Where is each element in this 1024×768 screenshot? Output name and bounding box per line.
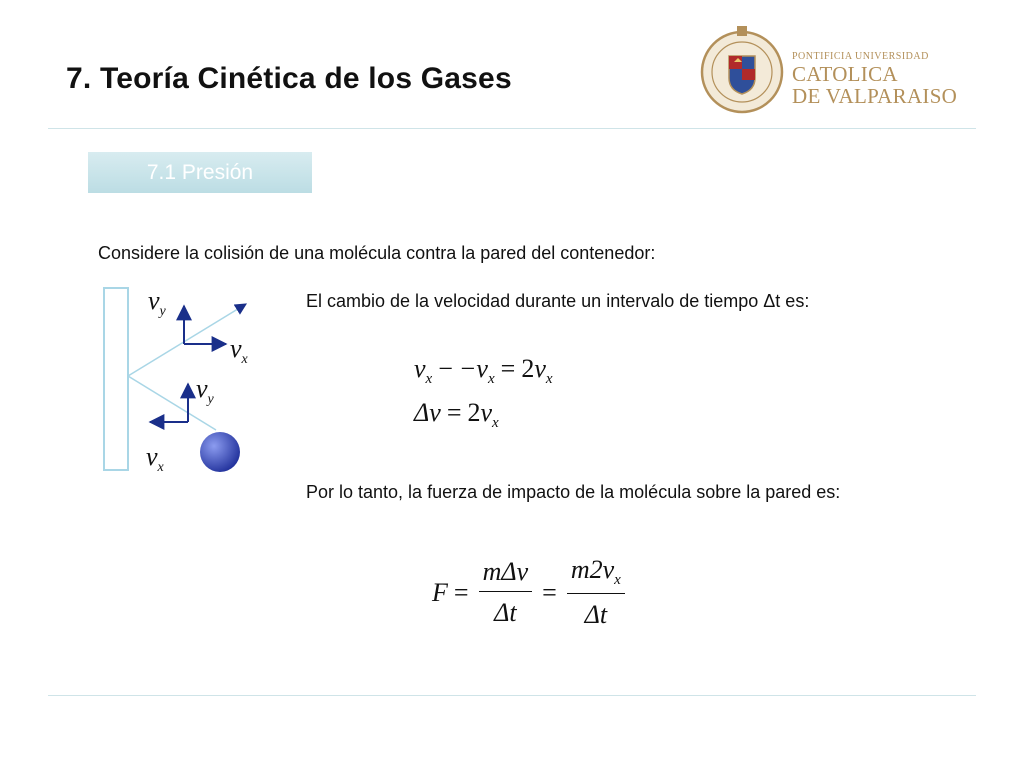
impact-force-text: Por lo tanto, la fuerza de impacto de la molécula sobre la pared es: [306, 482, 841, 502]
vy-label-top: $v_y$ [148, 286, 166, 319]
slide-title: 7. Teoría Cinética de los Gases [66, 62, 512, 95]
top-divider [48, 128, 976, 129]
outgoing-path [128, 304, 246, 376]
velocity-difference-equation: $v_x - -v_x = 2v_x$ [414, 354, 553, 387]
fraction-2: $\frac{m2v_x}{\Delta t}$ [567, 555, 625, 630]
fraction-1: $\frac{\text{mΔv}}{\Delta t}$ [479, 557, 533, 628]
university-name [792, 51, 957, 107]
intro-text: Considere la colisión de una molécula contra la pared del contenedor: [98, 243, 656, 263]
container-wall [104, 288, 128, 470]
vx-label-top: $v_x$ [230, 334, 248, 367]
university-seal-icon [700, 22, 786, 118]
collision-diagram [96, 282, 296, 487]
university-logo [700, 22, 980, 122]
impact-force-equation: F = $\frac{\text{mΔv}}{\Delta t}$ = $\frac{m2v_x}{\Delta t}$ [432, 555, 629, 625]
logo-line-3: DE VALPARAISO [792, 84, 958, 108]
logo-line-2: CATOLICA [792, 62, 898, 86]
section-label: 7.1 Presión [88, 152, 312, 193]
vx-label-bottom: $v_x$ [146, 442, 164, 475]
molecule [200, 432, 240, 472]
bottom-divider [48, 695, 976, 696]
velocity-change-text: El cambio de la velocidad durante un intervalo de tiempo Δt es: [306, 291, 810, 311]
logo-line-1: PONTIFICIA UNIVERSIDAD [792, 51, 929, 62]
delta-v-equation: $\Delta v = 2v_x$ [414, 398, 499, 431]
vy-label-bottom: $v_y$ [196, 374, 214, 407]
